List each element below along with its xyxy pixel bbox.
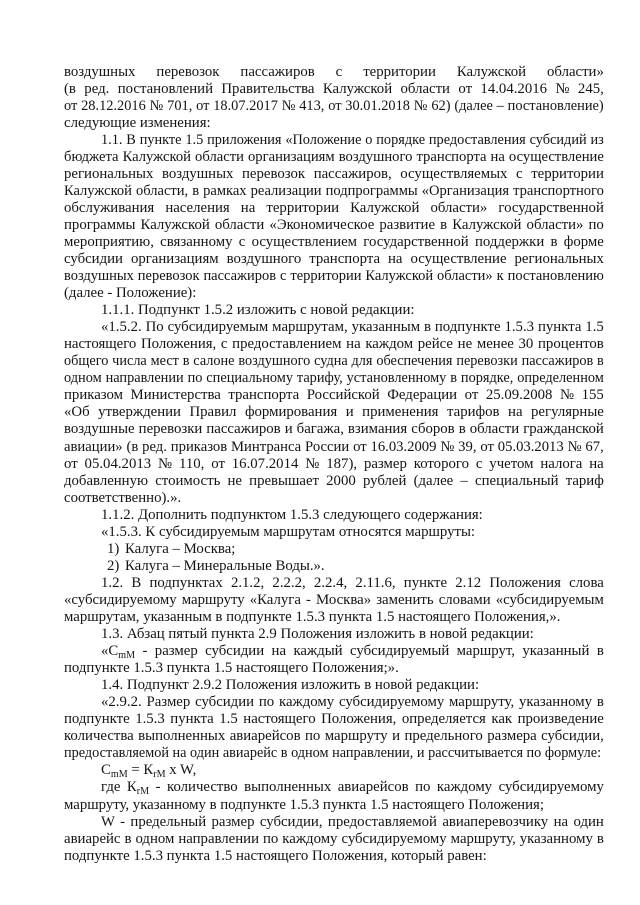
text-line: воздушных перевозок пассажиров с территории Калужской области» к постановлению (64, 268, 604, 285)
text-line: добавленную стоимость не превышает 2000 рублей (далее – специальный тариф (64, 472, 604, 489)
clause-1-5-2-text (64, 319, 604, 507)
clause-1-5-3-text (64, 524, 604, 541)
text-line: маршрутам, указанным в подпункте 1.5.3 пункта 1.5 настоящего Положения,». (64, 609, 561, 625)
line-segment: С (101, 762, 111, 779)
text-line: «2.9.2. Размер субсидии по каждому субсидируемому маршруту, указанному в (101, 694, 604, 711)
list-marker: 1) (107, 540, 120, 557)
text-line: следующие изменения: (64, 114, 211, 131)
text-line: приказом Министерства транспорта Российской Федерации от 25.09.2008 № 155 (64, 387, 604, 404)
text-line: количества выполненных авиарейсов по маршруту и предельного размера субсидии, (64, 728, 604, 745)
text-line: соответственно).». (64, 489, 182, 506)
text-line: одном направлении по специальному тарифу, установленному в порядке, определенном (64, 370, 604, 387)
text-line: 1.4. Подпункт 2.9.2 Положения изложить в новой редакции: (101, 677, 480, 694)
document-body (64, 64, 604, 865)
text-line: «Об утверждении Правил формирования и применения тарифов на регулярные (64, 404, 604, 421)
text-line (64, 779, 604, 796)
text-line: обслуживания населения на территории Калужской области» государственной (64, 199, 604, 216)
clause-1-3 (64, 626, 604, 643)
line-segment: - размер субсидии на каждый субсидируемый маршрут, указанный в (135, 643, 604, 660)
text-line: маршруту, указанному в подпункте 1.5.3 пункта 1.5 настоящего Положения; (64, 796, 544, 813)
text-line: региональных воздушных перевозок пассажиров, осуществляемых с территории (64, 165, 604, 182)
text-line: «1.5.3. К субсидируемым маршрутам относятся маршруты: (101, 523, 476, 540)
text-line: бюджета Калужской области организациям воздушного транспорта на осуществление (64, 148, 604, 165)
clause-2-9-2-text (64, 694, 604, 762)
list-item-text: Калуга – Минеральные Воды.». (125, 557, 325, 574)
clause-1-2 (64, 575, 604, 626)
text-line: 1.1.2. Дополнить подпунктом 1.5.3 следующего содержания: (101, 506, 483, 523)
clause-1-1-2 (64, 507, 604, 524)
text-line (64, 643, 604, 660)
text-line: (далее - Положение): (64, 285, 197, 302)
text-line: предоставляемой на один авиарейс в одном направлении, и рассчитывается по формуле: (64, 745, 602, 762)
text-line: воздушные перевозки пассажиров и багажа, взимания сборов в области гражданской (64, 421, 604, 438)
definition-k-rm (64, 779, 604, 813)
definition-c-mm (64, 643, 604, 677)
subscript: mM (118, 649, 136, 661)
subscript: mM (110, 769, 128, 781)
text-line: авиарейс в одном направлении по каждому субсидируемому маршруту, указанному в (64, 830, 604, 847)
text-line: «1.5.2. По субсидируемым маршрутам, указанным в подпункте 1.5.3 пункта 1.5 (101, 319, 604, 336)
definition-w (64, 814, 604, 865)
text-line: от 05.04.2013 № 110, от 16.07.2014 № 187), размер которого с учетом налога на (64, 455, 604, 472)
clause-1-1 (64, 132, 604, 302)
formula-line (64, 762, 604, 779)
line-segment: «С (101, 643, 119, 660)
line-segment: где К (101, 779, 137, 796)
text-line: W - предельный размер субсидии, предоставляемой авиаперевозчику на один (101, 813, 604, 830)
text-line: 1.1.1. Подпункт 1.5.2 изложить с новой редакции: (101, 302, 415, 319)
text-line: «субсидируемому маршруту «Калуга - Москва» заменить словами «субсидируемым (64, 591, 604, 608)
text-line: мероприятию, связанному с осуществлением государственной поддержки в форме (64, 233, 604, 250)
subscript: rM (153, 769, 166, 781)
list-item-text: Калуга – Москва; (125, 540, 236, 557)
text-line: 1.2. В подпунктах 2.1.2, 2.2.2, 2.2.4, 2.11.6, пункте 2.12 Положения слова (101, 574, 604, 591)
line-segment: x W, (165, 762, 197, 779)
intro-paragraph (64, 64, 604, 132)
text-line: (в ред. постановлений Правительства Калужской области от 14.04.2016 № 245, (64, 80, 604, 97)
subscript: rM (136, 786, 150, 798)
list-marker: 2) (107, 557, 120, 574)
text-line: субсидии организациям воздушного транспорта на осуществление региональных (64, 251, 604, 268)
line-segment: = К (127, 762, 154, 779)
route-list-item (64, 541, 604, 558)
route-list-item (64, 558, 604, 575)
text-line: общего числа мест в салоне воздушного судна для обеспечения перевозки пассажиров в (64, 353, 604, 370)
clause-1-1-1 (64, 302, 604, 319)
text-line: подпункте 1.5.3 пункта 1.5 настоящего Положения, определяется как произведение (64, 711, 604, 728)
text-line: подпункте 1.5.3 пункта 1.5 настоящего Положения;». (64, 660, 399, 677)
text-line: настоящего Положения, с предоставлением на каждом рейсе не менее 30 процентов (64, 336, 604, 353)
text-line: программы Калужской области «Экономическое развитие в Калужской области» по (64, 216, 604, 233)
text-line: 1.3. Абзац пятый пункта 2.9 Положения изложить в новой редакции: (101, 626, 534, 643)
text-line: Калужской области, в рамках реализации подпрограммы «Организация транспортного (64, 182, 604, 199)
clause-1-4 (64, 677, 604, 694)
line-segment: - количество выполненных авиарейсов по каждому субсидируемому (149, 779, 604, 796)
text-line: от 28.12.2016 № 701, от 18.07.2017 № 413, от 30.01.2018 № 62) (далее – постановление) (64, 97, 604, 114)
text-line: авиации» (в ред. приказов Минтранса России от 16.03.2009 № 39, от 05.03.2013 № 67, (64, 438, 604, 455)
text-line: воздушных перевозок пассажиров с территории Калужской области» (64, 63, 604, 80)
text-line: 1.1. В пункте 1.5 приложения «Положение о порядке предоставления субсидий из (101, 131, 604, 148)
formula (64, 762, 604, 779)
text-line: подпункте 1.5.3 пункта 1.5 настоящего Положения, который равен: (64, 847, 487, 864)
